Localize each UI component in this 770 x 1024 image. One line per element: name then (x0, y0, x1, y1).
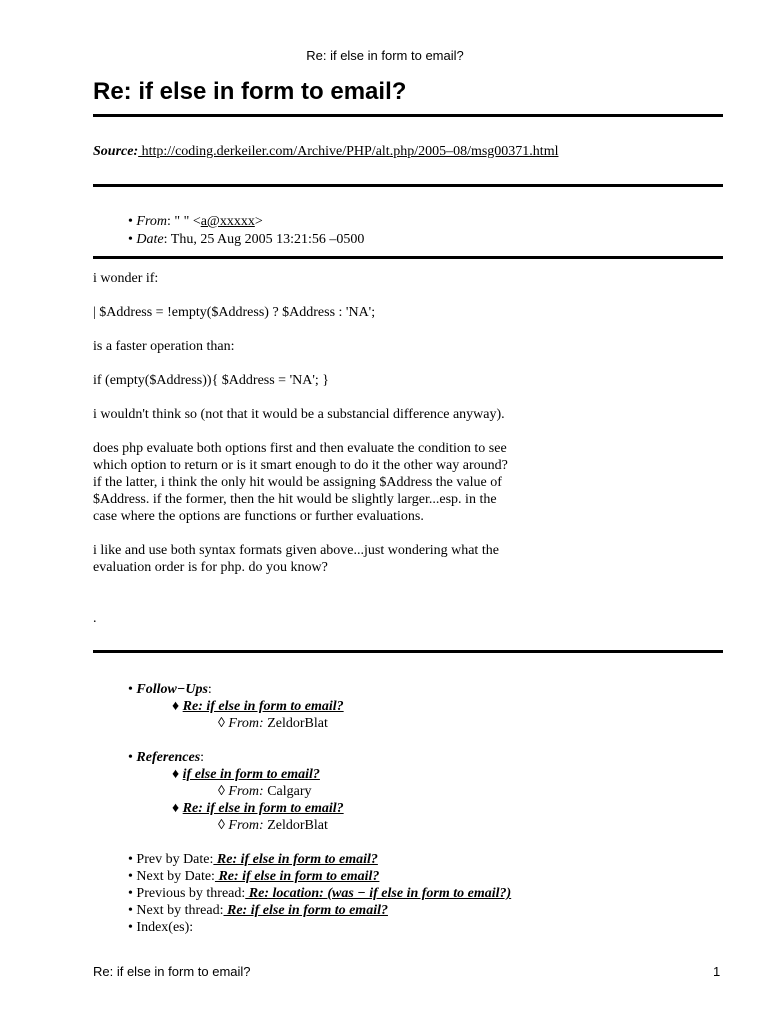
nav-label: Next by Date: (136, 869, 215, 884)
nav-next-thread (128, 902, 511, 919)
lozenge-icon: ◊ (218, 716, 225, 731)
nav-prev-thread (128, 885, 511, 902)
bullet: • (128, 214, 133, 229)
header-rule-bottom (93, 256, 723, 259)
references-label: References (136, 750, 201, 765)
from-value-pre: : " " < (167, 214, 201, 229)
body-line: evaluation order is for php. do you know? (93, 560, 328, 575)
body-line: if the latter, i think the only hit would be assigning $Address the value of (93, 475, 502, 490)
reference-item (172, 766, 320, 783)
prev-by-date-link[interactable]: Re: if else in form to email? (213, 852, 378, 867)
diamond-icon: ♦ (172, 699, 180, 714)
nav-label: Next by thread: (136, 903, 224, 918)
diamond-icon: ♦ (172, 801, 180, 816)
running-footer: Re: if else in form to email? (93, 964, 251, 979)
followups-section (128, 681, 212, 698)
date-label: Date (136, 232, 164, 247)
body-paragraph: | $Address = !empty($Address) ? $Address : 'NA'; (93, 305, 376, 320)
body-paragraph: if (empty($Address)){ $Address = 'NA'; } (93, 373, 329, 388)
followup-link[interactable]: Re: if else in form to email? (182, 699, 344, 714)
bullet: • (128, 903, 133, 918)
followup-from (218, 715, 328, 732)
title-rule (93, 114, 723, 117)
from-label: From: (228, 716, 264, 731)
nav-label: Previous by thread: (136, 886, 246, 901)
date-header (128, 231, 364, 249)
source-line (93, 144, 558, 160)
body-paragraph: is a faster operation than: (93, 339, 235, 354)
date-value: : Thu, 25 Aug 2005 13:21:56 –0500 (163, 232, 365, 247)
bullet: • (128, 682, 133, 697)
body-line: case where the options are functions or further evaluations. (93, 509, 424, 524)
reference-item (172, 800, 344, 817)
from-email-link[interactable]: a@xxxxx (200, 214, 255, 229)
header-rule-top (93, 184, 723, 187)
next-by-thread-link[interactable]: Re: if else in form to email? (223, 903, 388, 918)
nav-index (128, 919, 511, 936)
body-paragraph-multiline (93, 440, 508, 525)
followups-label: Follow−Ups (136, 682, 208, 697)
diamond-icon: ♦ (172, 767, 180, 782)
from-label: From (136, 214, 167, 229)
bullet: • (128, 852, 133, 867)
nav-label: Prev by Date: (136, 852, 214, 867)
from-label: From: (228, 818, 264, 833)
references-section (128, 749, 204, 766)
nav-next-date (128, 868, 511, 885)
body-paragraph-multiline (93, 542, 499, 576)
body-line: i like and use both syntax formats given above...just wondering what the (93, 543, 499, 558)
thread-navigation (128, 851, 511, 936)
colon: : (200, 750, 205, 765)
from-name: Calgary (263, 784, 312, 799)
lozenge-icon: ◊ (218, 784, 225, 799)
page-number: 1 (713, 964, 721, 979)
reference-link[interactable]: Re: if else in form to email? (182, 801, 344, 816)
bullet: • (128, 750, 133, 765)
body-dot: . (93, 611, 97, 626)
reference-from (218, 783, 312, 800)
from-label: From: (228, 784, 264, 799)
message-headers (128, 213, 364, 249)
bullet: • (128, 232, 133, 247)
nav-label: Index(es): (136, 920, 194, 935)
nav-prev-date (128, 851, 511, 868)
page-title: Re: if else in form to email? (93, 78, 407, 105)
footer-rule (93, 650, 723, 653)
bullet: • (128, 886, 133, 901)
previous-by-thread-link[interactable]: Re: location: (was − if else in form to email?) (245, 886, 512, 901)
next-by-date-link[interactable]: Re: if else in form to email? (214, 869, 380, 884)
from-name: ZeldorBlat (263, 818, 328, 833)
from-value-post: > (254, 214, 263, 229)
lozenge-icon: ◊ (218, 818, 225, 833)
body-line: $Address. if the former, then the hit would be slightly larger...esp. in the (93, 492, 497, 507)
source-label: Source: (93, 144, 139, 159)
bullet: • (128, 920, 133, 935)
body-line: does php evaluate both options first and then evaluate the condition to see (93, 441, 507, 456)
reference-link[interactable]: if else in form to email? (182, 767, 320, 782)
running-header: Re: if else in form to email? (306, 48, 464, 63)
followup-item (172, 698, 344, 715)
from-name: ZeldorBlat (263, 716, 328, 731)
body-paragraph: i wonder if: (93, 271, 159, 286)
body-paragraph: i wouldn't think so (not that it would be a substancial difference anyway). (93, 407, 505, 422)
bullet: • (128, 869, 133, 884)
colon: : (207, 682, 212, 697)
source-link[interactable]: http://coding.derkeiler.com/Archive/PHP/alt.php/2005–08/msg00371.html (138, 144, 559, 159)
reference-from (218, 817, 328, 834)
from-header (128, 213, 364, 231)
body-line: which option to return or is it smart enough to do it the other way around? (93, 458, 508, 473)
